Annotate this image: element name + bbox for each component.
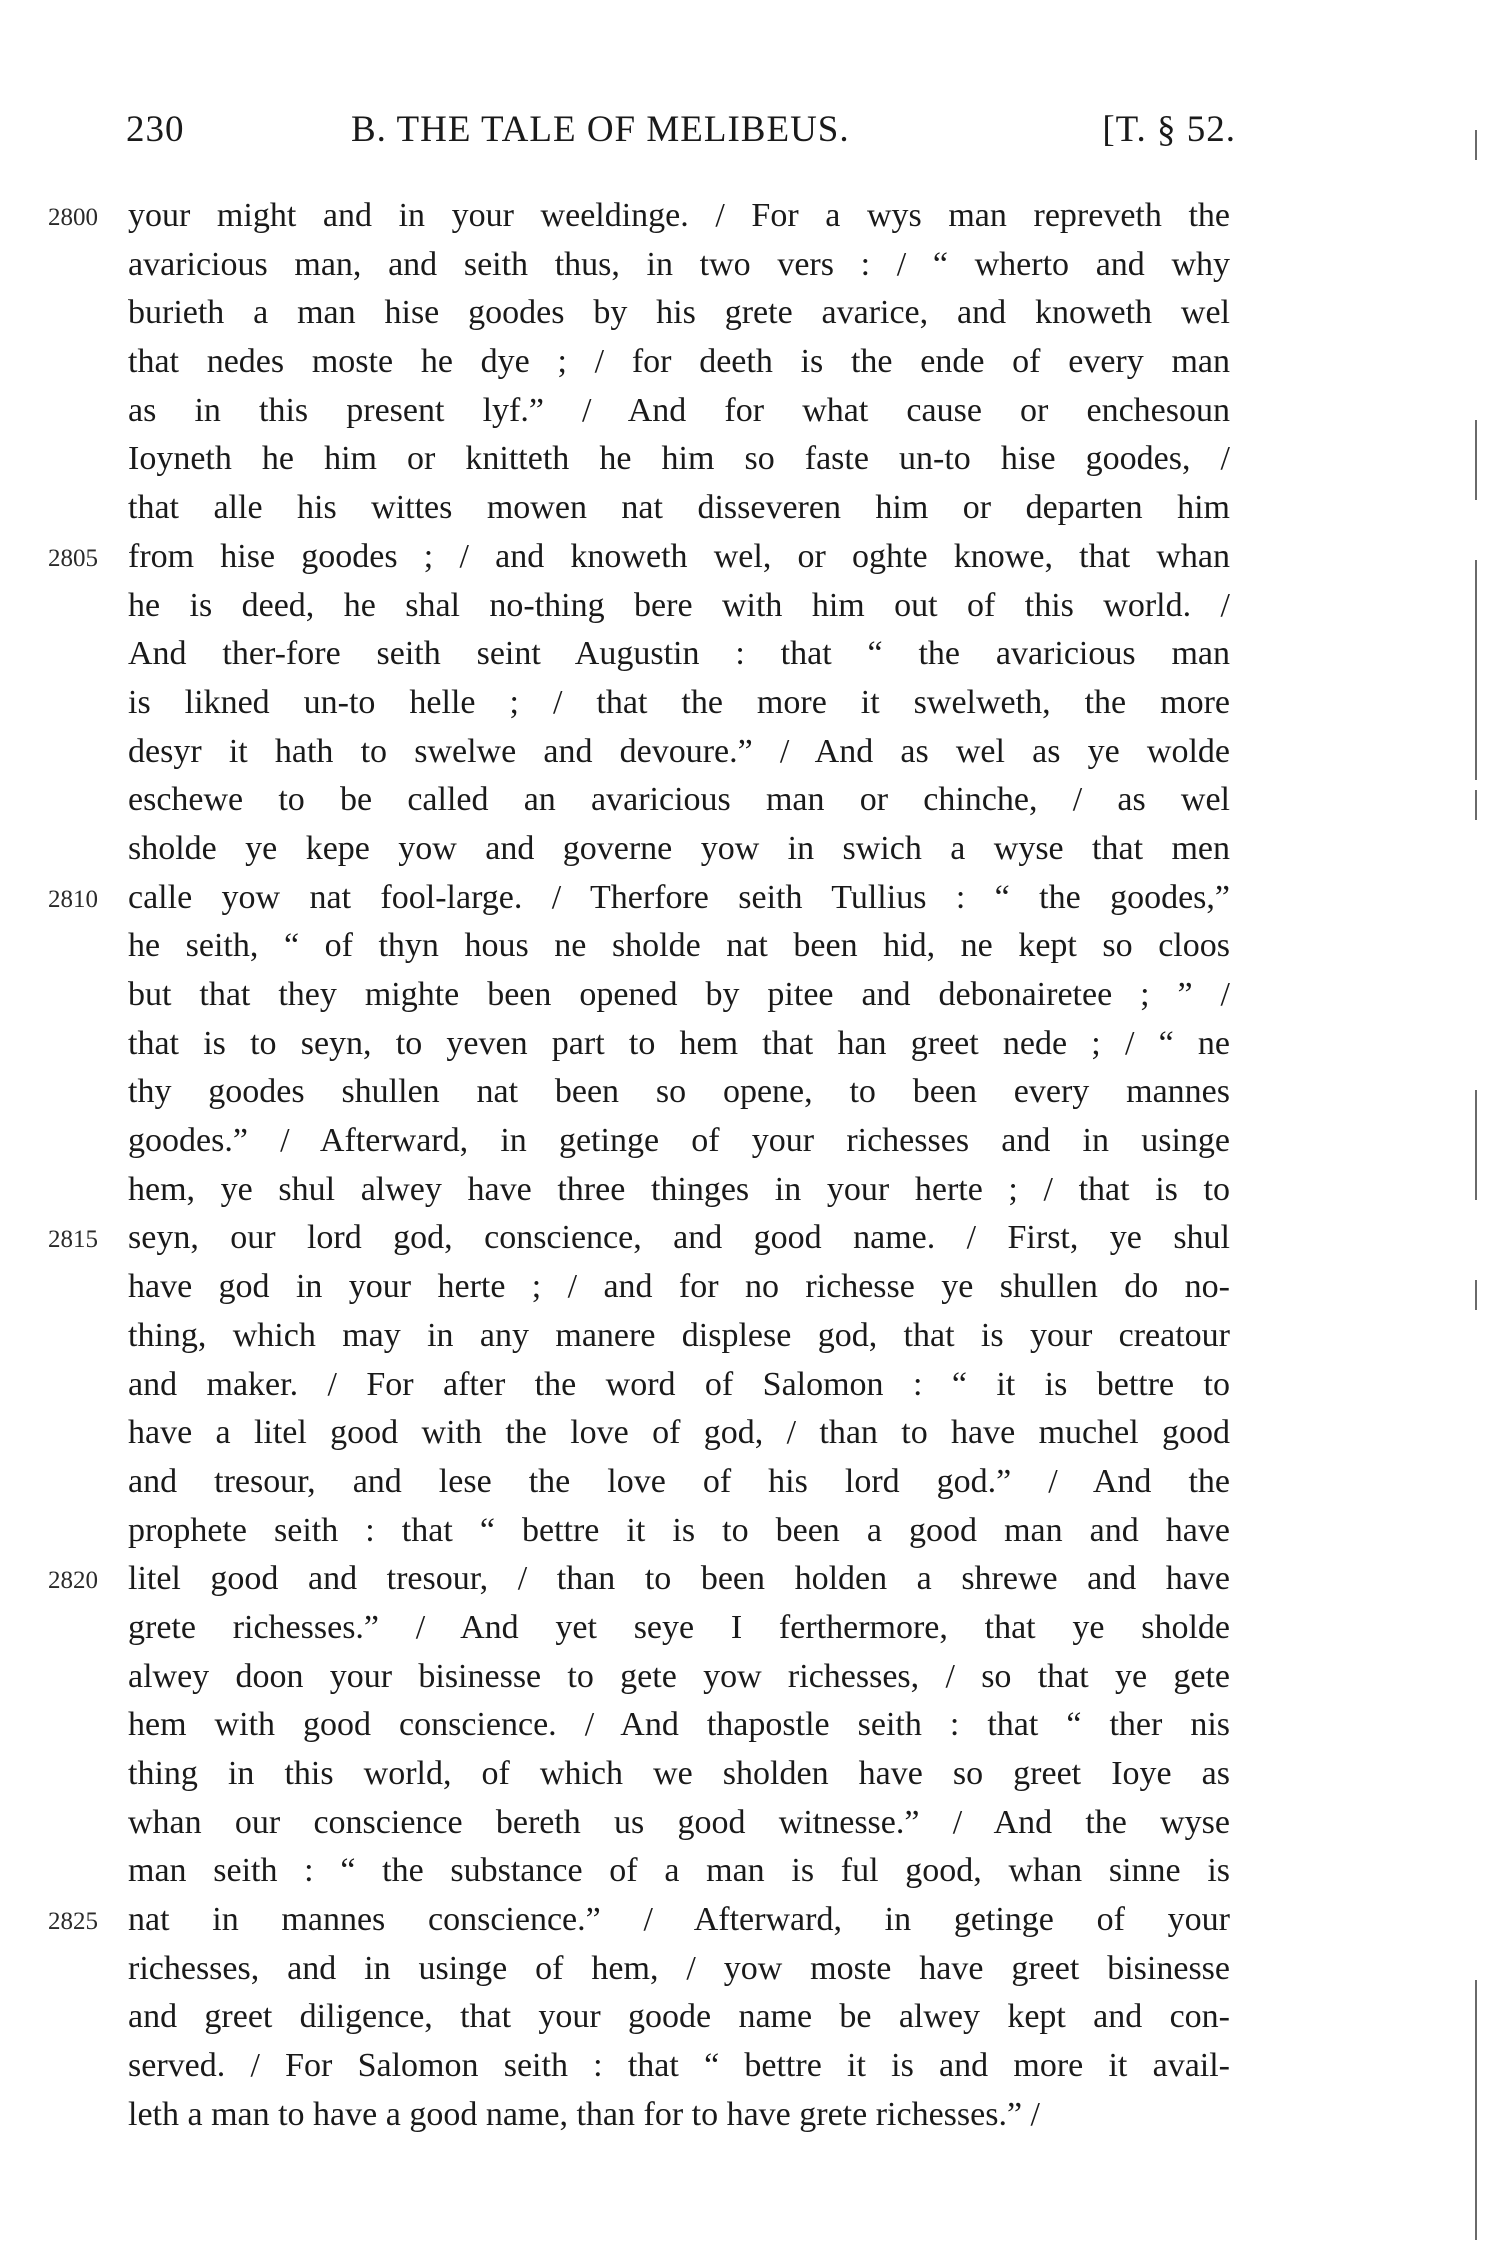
line-text: that alle his wittes mowen nat disseveren him or departen him bbox=[128, 489, 1230, 527]
line-text: and maker. / For after the word of Salomon : “ it is bettre to bbox=[128, 1365, 1230, 1403]
line-text: calle yow nat fool-large. / Therfore seith Tullius : “ the goodes,” bbox=[128, 878, 1230, 916]
line-text: man seith : “ the substance of a man is ful good, whan sinne is bbox=[128, 1852, 1230, 1890]
line-text: but that they mighte been opened by pitee and debonairetee ; ” / bbox=[128, 976, 1230, 1013]
line-number: 2805 bbox=[48, 544, 98, 572]
line-text: have a litel good with the love of god, / than to have muchel good bbox=[128, 1414, 1230, 1452]
line-text: eschewe to be called an avaricious man or chinche, / as wel bbox=[128, 781, 1230, 819]
line-number: 2815 bbox=[48, 1226, 98, 1254]
text-line bbox=[0, 971, 1487, 1020]
line-text: is likned un-to helle ; / that the more it swelweth, the more bbox=[128, 683, 1230, 721]
text-line bbox=[0, 1701, 1487, 1750]
text-line bbox=[0, 1604, 1487, 1653]
text-line bbox=[0, 1507, 1487, 1556]
line-text: your might and in your weeldinge. / For a wys man repreveth the bbox=[128, 197, 1230, 234]
scan-edge-mark bbox=[1475, 560, 1477, 780]
line-number: 2820 bbox=[48, 1567, 98, 1595]
line-number: 2810 bbox=[48, 885, 98, 913]
line-number: 2800 bbox=[48, 204, 98, 231]
line-text: served. / For Salomon seith : that “ bettre it is and more it avail- bbox=[128, 2047, 1230, 2085]
text-line bbox=[0, 874, 1487, 923]
page-number: 230 bbox=[126, 109, 185, 150]
line-text: that nedes moste he dye ; / for deeth is the ende of every man bbox=[128, 343, 1230, 381]
line-text: prophete seith : that “ bettre it is to been a good man and have bbox=[128, 1511, 1230, 1549]
text-line bbox=[0, 825, 1487, 874]
text-line bbox=[0, 241, 1487, 290]
text-line bbox=[0, 533, 1487, 582]
text-line bbox=[0, 2091, 1487, 2140]
line-text: and tresour, and lese the love of his lord god.” / And the bbox=[128, 1462, 1230, 1500]
line-text: grete richesses.” / And yet seye I ferthermore, that ye sholde bbox=[128, 1608, 1230, 1646]
text-line bbox=[0, 776, 1487, 825]
text-block bbox=[0, 192, 1487, 2140]
line-text: desyr it hath to swelwe and devoure.” / And as wel as ye wolde bbox=[128, 732, 1230, 770]
line-text: from hise goodes ; / and knoweth wel, or oghte knowe, that whan bbox=[128, 537, 1230, 575]
line-text: litel good and tresour, / than to been holden a shrewe and have bbox=[128, 1560, 1230, 1598]
text-line bbox=[0, 728, 1487, 777]
text-line bbox=[0, 1361, 1487, 1410]
text-line bbox=[0, 1312, 1487, 1361]
line-text: whan our conscience bereth us good witnesse.” / And the wyse bbox=[128, 1803, 1230, 1841]
text-line bbox=[0, 289, 1487, 338]
text-line bbox=[0, 338, 1487, 387]
text-line bbox=[0, 1166, 1487, 1215]
line-text: he seith, “ of thyn hous ne sholde nat been hid, ne kept so cloos bbox=[128, 927, 1230, 965]
line-text: nat in mannes conscience.” / Afterward, in getinge of your bbox=[128, 1901, 1230, 1939]
running-title: B. THE TALE OF MELIBEUS. bbox=[351, 109, 850, 150]
line-text: alwey doon your bisinesse to gete yow richesses, / so that ye gete bbox=[128, 1657, 1230, 1695]
scan-edge-mark bbox=[1475, 1980, 1477, 2240]
text-line bbox=[0, 1214, 1487, 1263]
text-line bbox=[0, 1750, 1487, 1799]
line-text: as in this present lyf.” / And for what cause or enchesoun bbox=[128, 391, 1230, 429]
text-line bbox=[0, 2042, 1487, 2091]
section-reference: [T. § 52. bbox=[1102, 109, 1236, 150]
text-line bbox=[0, 1799, 1487, 1848]
text-line bbox=[0, 630, 1487, 679]
text-line bbox=[0, 484, 1487, 533]
line-text: hem, ye shul alwey have three thinges in your herte ; / that is to bbox=[128, 1170, 1230, 1208]
scan-edge-mark bbox=[1475, 1090, 1477, 1200]
line-text: thy goodes shullen nat been so opene, to been every mannes bbox=[128, 1073, 1230, 1111]
text-line bbox=[0, 1263, 1487, 1312]
line-text: richesses, and in usinge of hem, / yow moste have greet bisinesse bbox=[128, 1949, 1230, 1987]
line-text: Ioyneth he him or knitteth he him so faste un-to hise goodes, / bbox=[128, 440, 1230, 478]
line-text: avaricious man, and seith thus, in two vers : / “ wherto and why bbox=[128, 245, 1230, 283]
text-line bbox=[0, 435, 1487, 484]
text-line bbox=[0, 1458, 1487, 1507]
text-line bbox=[0, 1555, 1487, 1604]
line-text: seyn, our lord god, conscience, and good name. / First, ye shul bbox=[128, 1219, 1230, 1257]
line-text: that is to seyn, to yeven part to hem that han greet nede ; / “ ne bbox=[128, 1024, 1230, 1062]
line-text: hem with good conscience. / And thapostle seith : that “ ther nis bbox=[128, 1706, 1230, 1744]
line-text: have god in your herte ; / and for no richesse ye shullen do no- bbox=[128, 1268, 1230, 1306]
scan-edge-mark bbox=[1475, 790, 1477, 820]
line-text: And ther-fore seith seint Augustin : that “ the avaricious man bbox=[128, 635, 1230, 673]
text-line bbox=[0, 387, 1487, 436]
text-line bbox=[0, 1653, 1487, 1702]
line-text: burieth a man hise goodes by his grete avarice, and knoweth wel bbox=[128, 294, 1230, 332]
text-line bbox=[0, 1020, 1487, 1069]
text-line bbox=[0, 192, 1487, 241]
text-line bbox=[0, 1945, 1487, 1994]
text-line bbox=[0, 1068, 1487, 1117]
line-number: 2825 bbox=[48, 1908, 98, 1936]
scan-edge-mark bbox=[1475, 420, 1477, 500]
line-text: thing, which may in any manere displese god, that is your creatour bbox=[128, 1316, 1230, 1354]
scan-edge-mark bbox=[1475, 1280, 1477, 1310]
line-text: sholde ye kepe yow and governe yow in swich a wyse that men bbox=[128, 829, 1230, 867]
text-line bbox=[0, 679, 1487, 728]
line-text: he is deed, he shal no-thing bere with him out of this world. / bbox=[128, 586, 1230, 624]
scan-edge-mark bbox=[1475, 130, 1477, 160]
text-line bbox=[0, 1409, 1487, 1458]
text-line bbox=[0, 1993, 1487, 2042]
text-line bbox=[0, 582, 1487, 631]
text-line bbox=[0, 1896, 1487, 1945]
line-text: leth a man to have a good name, than for to have grete richesses.” / bbox=[128, 2095, 1040, 2133]
text-line bbox=[0, 1847, 1487, 1896]
line-text: goodes.” / Afterward, in getinge of your richesses and in usinge bbox=[128, 1122, 1230, 1160]
line-text: and greet diligence, that your goode name be alwey kept and con- bbox=[128, 1998, 1230, 2036]
running-head bbox=[126, 108, 1236, 160]
text-line bbox=[0, 1117, 1487, 1166]
line-text: thing in this world, of which we sholden have so greet Ioye as bbox=[128, 1755, 1230, 1792]
text-line bbox=[0, 922, 1487, 971]
